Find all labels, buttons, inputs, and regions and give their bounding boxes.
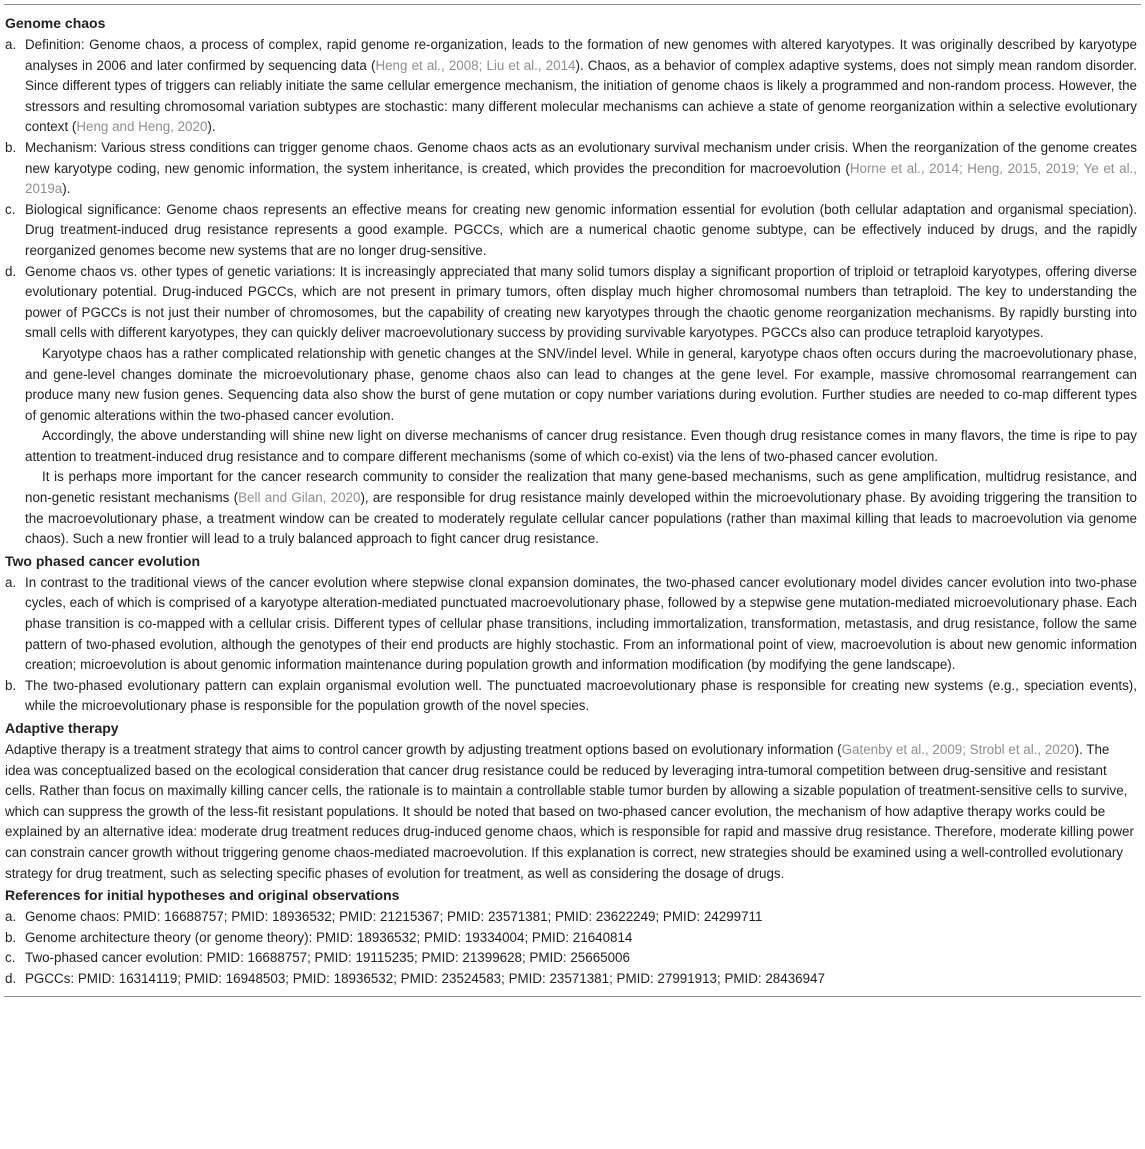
text-run: ), are responsible for drug resistance mainly developed within the microevolutionary phase. By avoiding triggering the transition to the macroevolutionary phase, a treatment window can be created to moderately regulate cellular cancer populations (rather than maximal killing that leads to macroevolution via genome chaos). Such a new frontier will lead to a truly balanced approach to fight cancer drug resistance. xyxy=(25,490,1137,547)
section-two-phased xyxy=(4,550,1141,717)
section-title: Genome chaos xyxy=(5,15,106,31)
citation-link[interactable]: Gatenby et al., 2009; Strobl et al., 2020 xyxy=(841,742,1075,757)
item-text: PGCCs: PMID: 16314119; PMID: 16948503; PMID: 18936532; PMID: 23524583; PMID: 23571381; PMID: 27991913; PMID: 28436947 xyxy=(25,970,825,986)
citation-link[interactable]: Heng and Heng, 2020 xyxy=(76,119,208,135)
text-run: ). xyxy=(62,181,71,197)
text-run: Mechanism: Various stress conditions can trigger genome chaos. Genome chaos acts as an evolutionary survival mechanism under crisis. When the reorganization of the genome creates new karyotype coding, new genomic information, the system inheritance, is created, which provides the precondition for macroevolution ( xyxy=(25,139,1137,176)
paragraph xyxy=(4,740,1141,884)
item-list xyxy=(4,907,1141,989)
item-text: The two-phased evolutionary pattern can explain organismal evolution well. The punctuated macroevolutionary phase is responsible for creating new systems (e.g., speciation events), while the microevolutionary phase is responsible for the population growth of the novel species. xyxy=(25,677,1137,714)
glossary-table xyxy=(4,4,1141,997)
paragraph: Accordingly, the above understanding will shine new light on diverse mechanisms of cancer drug resistance. Even though drug resistance comes in many flavors, the time is ripe to pay attention to treatment-induced drug resistance and to compare different mechanisms (some of which co-exist) via the lens of two-phased cancer evolution. xyxy=(25,428,1137,464)
text-run: Definition: Genome chaos, a process of complex, rapid genome re-organization, leads to the formation of new genomes with altered karyotypes. It was originally described by karyotype analyses in 2006 and later confirmed by sequencing data ( xyxy=(25,37,1137,73)
item-marker: a. xyxy=(5,37,17,52)
item-text: Genome chaos: PMID: 16688757; PMID: 18936532; PMID: 21215367; PMID: 23571381; PMID: 23622249; PMID: 24299711 xyxy=(25,909,763,925)
item-text: In contrast to the traditional views of the cancer evolution where stepwise clonal expansion dominates, the two-phased cancer evolutionary model divides cancer evolution into two-phase cycles, each of which is comprised of a karyotype alteration-mediated punctuated macroevolutionary phase, followed by a stepwise gene mutation-mediated microevolutionary phase. Each phase transition is co-mapped with a cellular crisis. Different types of cellular phase transitions, including immortalization, transformation, metastasis, and drug resistance, follow the same pattern of two-phased evolution, although the genotypes of their end products are highly stochastic. From an informational point of view, macroevolution is about new genomic information creation; microevolution is about genomic information maintenance during population growth and information modification (by modifying the gene landscape). xyxy=(25,574,1137,673)
item-marker: a. xyxy=(5,909,17,925)
paragraph: Genome chaos vs. other types of genetic variations: It is increasingly appreciated that many solid tumors display a significant proportion of triploid or tetraploid karyotypes, offering diverse evolutionary potential. Drug-induced PGCCs, which are not present in primary tumors, often display much higher chromosomal numbers than tetraploid. The key to understanding the power of PGCCs is not just their number of chromosomes, but the capability of creating new karyotypes through the chaotic genome reorganization mechanisms. By rapidly bursting into small cells with different karyotypes, they can quickly deliver macroevolutionary success by providing survivable karyotypes. PGCCs also can produce tetraploid karyotypes. xyxy=(25,263,1137,341)
paragraph: Karyotype chaos has a rather complicated relationship with genetic changes at the SNV/indel level. While in general, karyotype chaos often occurs during the macroevolutionary phase, and gene-level changes dominate the microevolutionary phase, genome chaos also can lead to changes at the gene level. For example, massive chromosomal rearrangement can produce many new fusion genes. Sequencing data also show the burst of gene mutation or copy number variations during evolution. Further studies are needed to co-map different types of genomic alterations within the two-phased cancer evolution. xyxy=(25,345,1137,423)
text-run: ). The idea was conceptualized based on the ecological consideration that cancer drug resistance could be reduced by leveraging intra-tumoral competition between drug-sensitive and resistant cells. Rather than focus on maximally killing cancer cells, the rationale is to maintain a controllable stable tumor burden by allowing a sizable population of treatment-sensitive cells to survive, which can suppress the growth of the less-fit resistant populations. It should be noted that based on two-phased cancer evolution, the mechanism of how adaptive therapy works could be explained by an alternative idea: moderate drug treatment reduces drug-induced genome chaos, which is responsible for rapid and massive drug resistance. Therefore, moderate killing power can constrain cancer growth without triggering genome chaos-mediated macroevolution. If this explanation is correct, new strategies should be examined using a well-controlled evolutionary strategy for drug treatment, such as selecting specific phases of evolution for treatment, as well as considering the dosage of drugs. xyxy=(5,742,1134,881)
citation-link[interactable]: Horne et al., 2014; Heng, 2015, 2019; Ye et al., 2019a xyxy=(25,160,1137,197)
item-marker: d. xyxy=(5,970,17,986)
list-item xyxy=(4,138,1141,200)
list-item xyxy=(4,573,1141,676)
item-text: Two-phased cancer evolution: PMID: 16688757; PMID: 19115235; PMID: 21399628; PMID: 25665006 xyxy=(25,950,630,966)
text-run: ). xyxy=(207,119,216,135)
list-item xyxy=(4,969,1141,990)
item-list xyxy=(4,573,1141,717)
text-run: Adaptive therapy is a treatment strategy that aims to control cancer growth by adjusting treatment options based on evolutionary information ( xyxy=(5,742,842,757)
item-marker: a. xyxy=(5,574,17,590)
item-marker: b. xyxy=(5,929,17,945)
section-genome-chaos xyxy=(4,12,1141,550)
section-title: Two phased cancer evolution xyxy=(5,552,201,569)
item-marker: b. xyxy=(5,677,17,693)
item-list xyxy=(4,35,1141,550)
section-adaptive-therapy xyxy=(4,717,1141,884)
text-run: ). Chaos, as a behavior of complex adaptive systems, does not simply mean random disorder. Since different types of triggers can reliably initiate the same cellular emergence mechanism, the initiation of genome chaos is likely a programmed and non-random process. However, the stressors and resulting chromosomal variation subtypes are stochastic: many different molecular mechanisms can achieve a state of genome reorganization within a selective evolutionary context ( xyxy=(25,57,1137,135)
citation-link[interactable]: Bell and Gilan, 2020 xyxy=(238,490,361,506)
section-title: References for initial hypotheses and original observations xyxy=(5,887,400,904)
item-marker: c. xyxy=(5,950,16,966)
list-item xyxy=(4,200,1141,262)
item-text: Genome architecture theory (or genome theory): PMID: 18936532; PMID: 19334004; PMID: 21640814 xyxy=(25,929,633,945)
item-marker: c. xyxy=(5,201,16,217)
list-item xyxy=(4,928,1141,949)
list-item xyxy=(4,35,1141,138)
list-item xyxy=(4,948,1141,969)
section-references xyxy=(4,884,1141,989)
section-title: Adaptive therapy xyxy=(5,720,119,736)
text-run: It is perhaps more important for the cancer research community to consider the realization that many gene-based mechanisms, such as gene amplification, multidrug resistance, and non-genetic resistant mechanisms ( xyxy=(25,469,1137,506)
item-marker: b. xyxy=(5,139,17,155)
list-item xyxy=(4,262,1141,550)
item-text: Biological significance: Genome chaos represents an effective means for creating new genomic information essential for evolution (both cellular adaptation and organismal speciation). Drug treatment-induced drug resistance represents a good example. PGCCs, which are a numerical chaotic genome subtype, can be effectively induced by drugs, and the rapidly reorganized genomes become new systems that are no longer drug-sensitive. xyxy=(25,201,1137,258)
list-item xyxy=(4,907,1141,928)
citation-link[interactable]: Heng et al., 2008; Liu et al., 2014 xyxy=(375,57,576,73)
list-item xyxy=(4,676,1141,717)
item-text xyxy=(25,37,1137,134)
item-marker: d. xyxy=(5,263,17,279)
item-text xyxy=(25,140,1137,196)
paragraph xyxy=(25,467,1137,549)
